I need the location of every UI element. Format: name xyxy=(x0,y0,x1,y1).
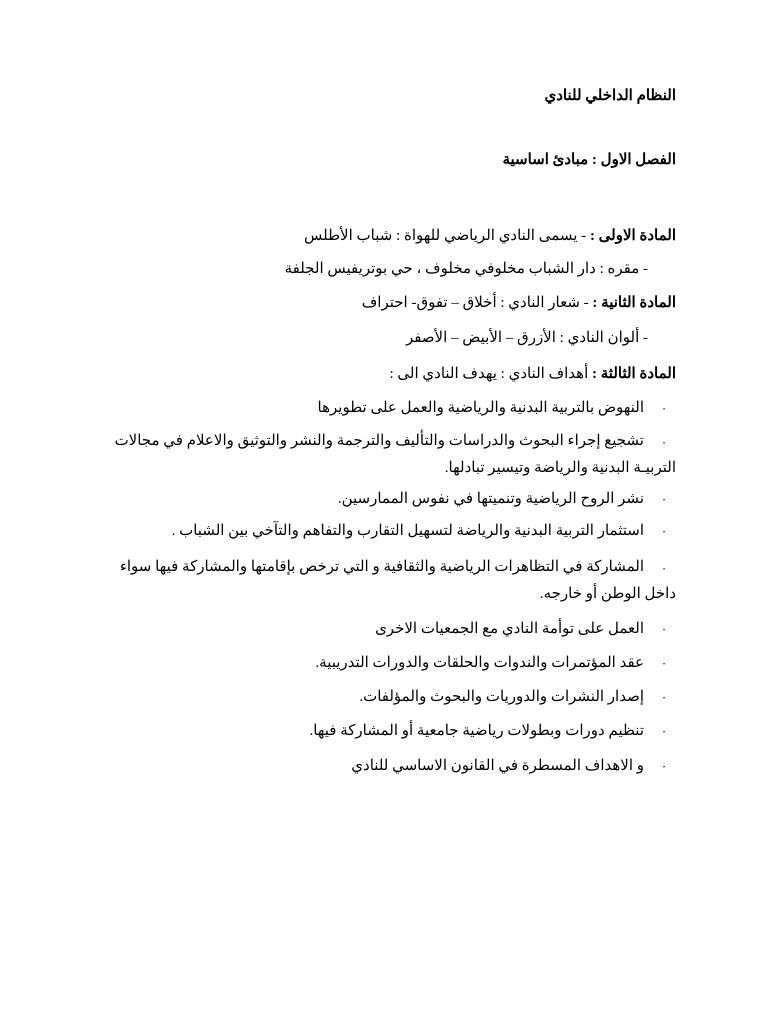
goal-item: النهوض بالتربية البدنية والرياضية والعمل على تطويرها xyxy=(317,400,644,416)
article-3-text: أهداف النادي : يهدف النادي الى : xyxy=(389,366,592,382)
bullet-icon: · xyxy=(661,690,667,705)
bullet-icon: · xyxy=(661,492,667,507)
goal-item: إصدار النشرات والدوريات والبحوث والمؤلفات. xyxy=(359,689,644,705)
chapter-heading: الفصل الاول : مبادئ اساسية xyxy=(502,152,676,168)
article-2-label: المادة الثانية : xyxy=(592,295,676,311)
goal-item: نشر الروح الرياضية وتنميتها في نفوس الممارسين. xyxy=(337,491,644,507)
goal-item: استثمار التربية البدنية والرياضة لتسهيل التقارب والتفاهم والتآخي بين الشباب . xyxy=(171,523,644,539)
goal-item: تشجيع إجراء البحوث والدراسات والتأليف والترجمة والنشر والتوثيق والاعلام في مجالات التربيـة البدنية والرياضة وتيسير تبادلها. xyxy=(114,433,676,476)
bullet-icon: · xyxy=(661,561,667,576)
goal-item: و الاهداف المسطرة في القانون الاساسي للنادي xyxy=(351,758,644,774)
bullet-icon: · xyxy=(661,622,667,637)
goal-item: المشاركة في التظاهرات الرياضية والثقافية و التي ترخص بإقامتها والمشاركة فيها سواء داخل الوطن أو خارجه. xyxy=(119,559,676,602)
article-1-text: - يسمى النادي الرياضي للهواة : شباب الأطلس xyxy=(304,228,590,244)
article-1-label: المادة الاولى : xyxy=(589,228,676,244)
article-2 xyxy=(362,293,676,312)
bullet-icon: · xyxy=(661,435,667,450)
document-title: النظام الداخلي للنادي xyxy=(544,88,676,104)
article-3 xyxy=(389,364,676,383)
bullet-icon: · xyxy=(661,656,667,671)
article-2-line-2: - ألوان النادي : الأزرق – الأبيض – الأصفر xyxy=(405,330,648,346)
bullet-icon: · xyxy=(661,401,667,416)
bullet-icon: · xyxy=(661,524,667,539)
article-1-line-2: - مقره : دار الشباب مخلوفي مخلوف ، حي بوتريفيس الجلفة xyxy=(284,261,648,277)
article-3-label: المادة الثالثة : xyxy=(592,366,676,382)
bullet-icon: · xyxy=(661,724,667,739)
bullet-icon: · xyxy=(661,759,667,774)
goal-item: تنظيم دورات وبطولات رياضية جامعية أو المشاركة فيها. xyxy=(309,723,644,739)
article-1 xyxy=(304,226,676,245)
goal-item: العمل على توأمة النادي مع الجمعيات الاخرى xyxy=(375,621,644,637)
article-2-text: - شعار النادي : أخلاق – تفوق- احتراف xyxy=(361,295,593,311)
goal-item: عقد المؤتمرات والندوات والحلقات والدورات التدريبية. xyxy=(315,655,644,671)
